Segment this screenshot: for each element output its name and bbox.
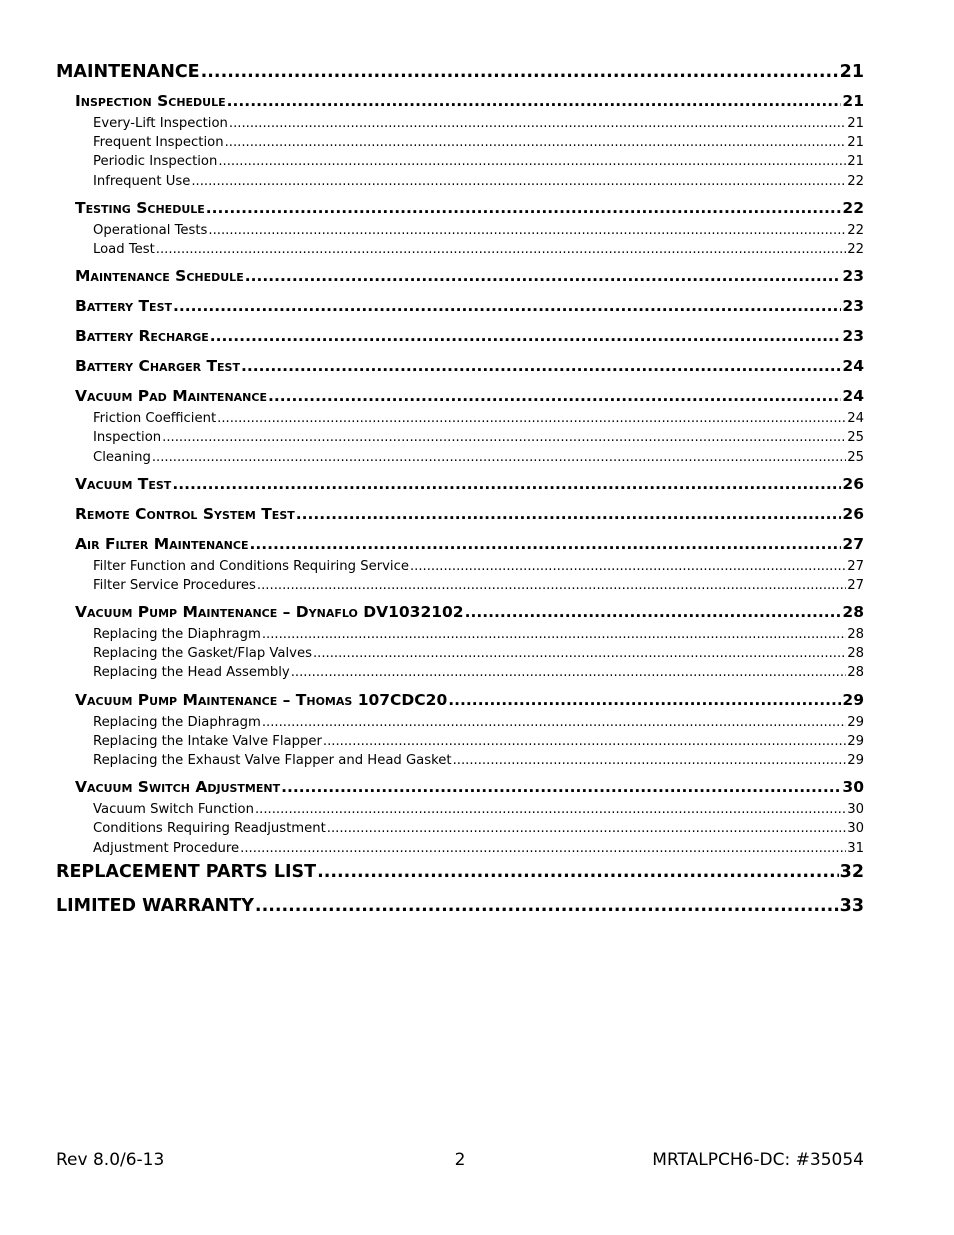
toc-entry-label: Conditions Requiring Readjustment [93, 821, 326, 837]
toc-subsection[interactable] [56, 663, 864, 682]
toc-entry-label: Vacuum Pump Maintenance – Dynaflo DV1032102 [75, 603, 464, 622]
toc-entry-label: Operational Tests [93, 222, 208, 238]
toc-entry-page: 24 [842, 387, 864, 406]
toc-entry-page: 28 [847, 646, 864, 662]
toc-leader-dots [327, 819, 846, 838]
toc-leader-dots [229, 114, 846, 133]
toc-entry-label: Inspection Schedule [75, 92, 226, 110]
toc-entry-page: 29 [847, 753, 864, 768]
toc-entry-label: Battery Recharge [75, 327, 209, 346]
toc-leader-dots [291, 663, 847, 682]
toc-entry-label: Replacing the Intake Valve Flapper [93, 733, 322, 749]
toc-entry-page: 29 [842, 690, 864, 709]
toc-entry-label: Filter Service Procedures [93, 577, 256, 593]
toc-leader-dots [225, 133, 847, 152]
toc-leader-dots [218, 152, 846, 171]
toc-leader-dots [453, 751, 847, 770]
toc-leader-dots [317, 862, 839, 882]
toc-entry-page: 27 [847, 577, 864, 593]
toc-leader-dots [262, 625, 846, 644]
toc-entry-page: 21 [847, 135, 864, 151]
toc-entry-page: 21 [847, 154, 864, 170]
toc-subsection[interactable] [56, 713, 864, 732]
toc-leader-dots [162, 428, 846, 447]
toc-leader-dots [465, 603, 842, 621]
toc-leader-dots [255, 896, 839, 916]
toc-subsection[interactable] [56, 152, 864, 171]
footer-revision: Rev 8.0/6-13 [56, 1150, 165, 1170]
toc-entry-label: LIMITED WARRANTY [56, 895, 254, 916]
toc-subsection[interactable] [56, 448, 864, 467]
toc-entry-label: Every-Lift Inspection [93, 116, 228, 131]
toc-section[interactable] [56, 535, 864, 557]
toc-subsection[interactable] [56, 644, 864, 663]
toc-entry-page: 22 [847, 241, 864, 257]
toc-subsection[interactable] [56, 625, 864, 644]
toc-entry-label: Battery Test [75, 297, 172, 316]
toc-chapter[interactable] [56, 896, 864, 926]
toc-chapter[interactable] [56, 862, 864, 892]
toc-entry-label: Battery Charger Test [75, 357, 240, 376]
toc-subsection[interactable] [56, 557, 864, 576]
toc-leader-dots [410, 557, 846, 576]
toc-section[interactable] [56, 327, 864, 349]
toc-leader-dots [191, 172, 846, 191]
toc-leader-dots [245, 267, 842, 285]
toc-leader-dots [156, 240, 846, 259]
toc-entry-label: Inspection [93, 430, 162, 446]
toc-section[interactable] [56, 357, 864, 379]
toc-entry-page: 29 [847, 714, 864, 730]
toc-entry-page: 33 [839, 895, 864, 916]
table-of-contents [56, 62, 864, 926]
toc-subsection[interactable] [56, 576, 864, 595]
toc-entry-label: Maintenance Schedule [75, 267, 244, 286]
toc-subsection[interactable] [56, 133, 864, 152]
toc-entry-page: 25 [847, 430, 864, 446]
toc-section[interactable] [56, 603, 864, 625]
toc-leader-dots [262, 713, 846, 732]
toc-subsection[interactable] [56, 114, 864, 133]
toc-subsection[interactable] [56, 428, 864, 447]
toc-entry-label: Remote Control System Test [75, 504, 295, 523]
toc-leader-dots [217, 409, 846, 428]
toc-entry-label: Air Filter Maintenance [75, 534, 249, 553]
toc-leader-dots [257, 576, 846, 595]
toc-entry-page: 21 [842, 92, 864, 110]
toc-entry-page: 24 [847, 411, 864, 427]
toc-leader-dots [241, 357, 841, 375]
toc-entry-page: 30 [842, 778, 864, 797]
toc-entry-page: 21 [847, 116, 864, 131]
toc-entry-label: Replacing the Diaphragm [93, 714, 261, 730]
toc-section[interactable] [56, 297, 864, 319]
toc-leader-dots [448, 691, 841, 709]
toc-leader-dots [152, 448, 846, 467]
footer-document-id: MRTALPCH6-DC: #35054 [652, 1150, 864, 1170]
page-footer [56, 1150, 864, 1170]
toc-entry-page: 26 [842, 504, 864, 523]
toc-entry-label: Frequent Inspection [93, 135, 224, 151]
toc-entry-label: Vacuum Switch Adjustment [75, 778, 281, 797]
toc-section[interactable] [56, 778, 864, 800]
toc-chapter[interactable] [56, 62, 864, 92]
toc-leader-dots [173, 297, 841, 315]
footer-page-number: 2 [454, 1150, 466, 1170]
toc-subsection[interactable] [56, 221, 864, 240]
toc-entry-label: Replacing the Gasket/Flap Valves [93, 646, 312, 662]
toc-leader-dots [208, 221, 846, 240]
toc-entry-page: 23 [842, 327, 864, 346]
toc-entry-label: Replacing the Diaphragm [93, 627, 261, 643]
toc-entry-label: Filter Function and Conditions Requiring Service [93, 558, 409, 574]
toc-leader-dots [240, 839, 846, 858]
toc-leader-dots [296, 505, 842, 523]
toc-subsection[interactable] [56, 819, 864, 838]
toc-entry-page: 30 [847, 821, 864, 837]
toc-entry-label: Vacuum Switch Function [93, 802, 254, 818]
toc-entry-label: REPLACEMENT PARTS LIST [56, 861, 317, 882]
toc-subsection[interactable] [56, 839, 864, 858]
toc-entry-label: Friction Coefficient [93, 411, 217, 427]
toc-leader-dots [227, 92, 842, 110]
toc-entry-label: Adjustment Procedure [93, 840, 240, 856]
toc-entry-page: 28 [847, 665, 864, 681]
toc-entry-label: Cleaning [93, 449, 151, 465]
toc-leader-dots [249, 535, 841, 553]
toc-leader-dots [210, 327, 842, 345]
toc-entry-label: Replacing the Head Assembly [93, 665, 290, 681]
toc-section[interactable] [56, 505, 864, 527]
toc-entry-label: Periodic Inspection [93, 154, 218, 170]
toc-entry-page: 28 [847, 627, 864, 643]
toc-entry-label: Load Test [93, 241, 155, 257]
toc-subsection[interactable] [56, 240, 864, 259]
toc-entry-label: Vacuum Pad Maintenance [75, 387, 267, 406]
toc-entry-page: 27 [847, 558, 864, 574]
toc-leader-dots [281, 778, 841, 796]
toc-entry-page: 32 [839, 861, 864, 882]
toc-entry-page: 22 [842, 198, 864, 217]
toc-section[interactable] [56, 267, 864, 289]
toc-entry-page: 26 [842, 474, 864, 493]
toc-entry-page: 28 [842, 603, 864, 622]
toc-subsection[interactable] [56, 172, 864, 191]
toc-leader-dots [313, 644, 846, 663]
toc-section[interactable] [56, 691, 864, 713]
toc-entry-label: Vacuum Pump Maintenance – Thomas 107CDC20 [75, 690, 448, 709]
toc-subsection[interactable] [56, 800, 864, 819]
toc-subsection[interactable] [56, 409, 864, 428]
toc-entry-page: 25 [847, 449, 864, 465]
toc-subsection[interactable] [56, 751, 864, 770]
toc-entry-label: Testing Schedule [75, 198, 205, 217]
toc-entry-page: 31 [847, 840, 864, 856]
toc-leader-dots [201, 62, 839, 82]
toc-section[interactable] [56, 475, 864, 497]
toc-leader-dots [268, 387, 841, 405]
toc-section[interactable] [56, 92, 864, 114]
toc-entry-page: 22 [847, 173, 864, 189]
toc-entry-label: Infrequent Use [93, 173, 191, 189]
toc-entry-label: Vacuum Test [75, 474, 172, 493]
toc-entry-label: Replacing the Exhaust Valve Flapper and Head Gasket [93, 753, 452, 768]
toc-leader-dots [255, 800, 846, 819]
toc-section[interactable] [56, 387, 864, 409]
toc-leader-dots [323, 732, 846, 751]
toc-entry-page: 23 [842, 297, 864, 316]
toc-entry-label: MAINTENANCE [56, 62, 200, 82]
toc-entry-page: 29 [847, 733, 864, 749]
toc-entry-page: 21 [839, 62, 864, 82]
toc-entry-page: 27 [842, 534, 864, 553]
toc-entry-page: 23 [842, 267, 864, 286]
toc-leader-dots [206, 199, 842, 217]
toc-subsection[interactable] [56, 732, 864, 751]
toc-leader-dots [172, 475, 841, 493]
toc-section[interactable] [56, 199, 864, 221]
toc-entry-page: 24 [842, 357, 864, 376]
toc-entry-page: 22 [847, 222, 864, 238]
toc-entry-page: 30 [847, 802, 864, 818]
